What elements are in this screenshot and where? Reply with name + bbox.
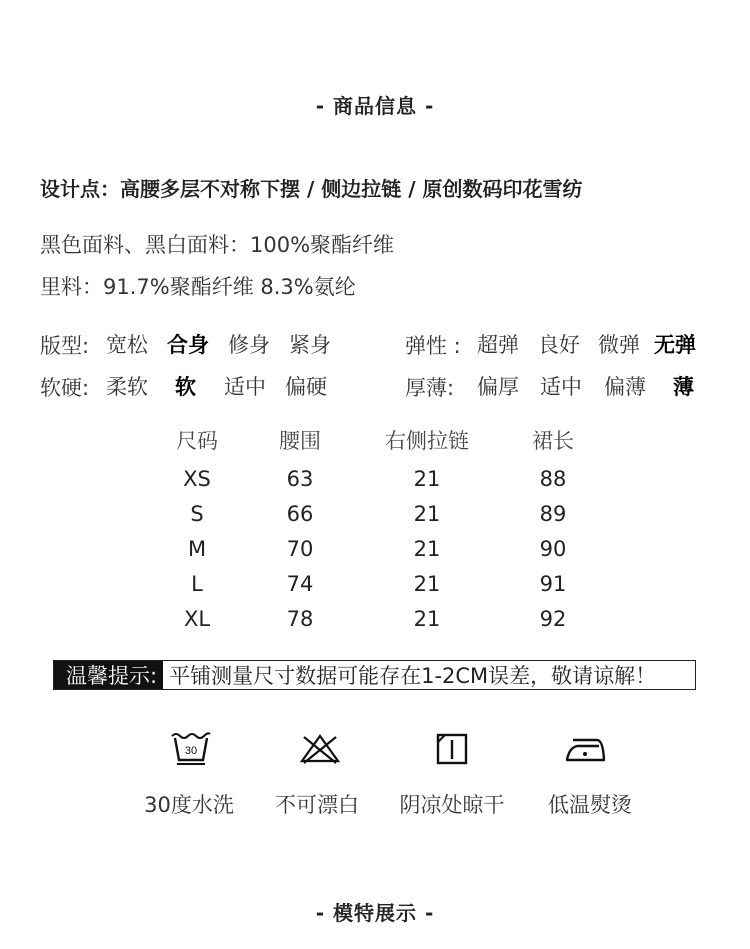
design-point: 设计点：高腰多层不对称下摆 / 侧边拉链 / 原创数码印花雪纺	[40, 177, 583, 201]
softness-label: 软硬:	[40, 376, 90, 400]
shade-dry-icon	[435, 732, 469, 766]
product-info-title: - 商品信息 -	[315, 94, 435, 118]
zipper-cell: 21	[413, 467, 441, 491]
thickness-option: 偏厚	[477, 375, 519, 399]
elasticity-option-selected: 无弹	[654, 333, 696, 357]
fit-option-selected: 合身	[167, 333, 209, 357]
size-cell: S	[190, 502, 204, 526]
elasticity-label: 弹性 :	[405, 334, 461, 358]
thickness-label: 厚薄:	[405, 376, 455, 400]
waist-cell: 74	[286, 572, 314, 596]
thickness-option: 适中	[540, 375, 582, 399]
model-display-title: - 模特展示 -	[315, 901, 435, 925]
waist-cell: 66	[286, 502, 314, 526]
zipper-cell: 21	[413, 502, 441, 526]
elasticity-option: 超弹	[477, 333, 519, 357]
iron-low-icon	[563, 734, 609, 764]
fit-option: 修身	[228, 333, 270, 357]
column-header-size: 尺码	[176, 429, 218, 453]
no-bleach-icon	[298, 733, 342, 765]
thickness-option-selected: 薄	[673, 375, 694, 399]
lining-composition: 里料：91.7%聚酯纤维 8.3%氨纶	[40, 275, 356, 299]
length-cell: 89	[539, 502, 567, 526]
size-cell: XS	[183, 467, 211, 491]
elasticity-option: 良好	[538, 333, 580, 357]
softness-option: 偏硬	[285, 375, 327, 399]
waist-cell: 70	[286, 537, 314, 561]
column-header-zipper: 右侧拉链	[385, 429, 469, 453]
length-cell: 88	[539, 467, 567, 491]
notice-text: 平铺测量尺寸数据可能存在1-2CM误差，敬请谅解！	[169, 664, 657, 688]
zipper-cell: 21	[413, 607, 441, 631]
fit-label: 版型:	[40, 334, 90, 358]
waist-cell: 63	[286, 467, 314, 491]
column-header-waist: 腰围	[279, 429, 321, 453]
notice-label: 温馨提示:	[54, 661, 163, 689]
length-cell: 90	[539, 537, 567, 561]
size-cell: L	[191, 572, 203, 596]
care-label-wash: 30度水洗	[144, 793, 234, 817]
zipper-cell: 21	[413, 572, 441, 596]
care-label-shade-dry: 阴凉处晾干	[399, 793, 505, 817]
waist-cell: 78	[286, 607, 314, 631]
softness-option: 柔软	[106, 375, 148, 399]
zipper-cell: 21	[413, 537, 441, 561]
fit-option: 紧身	[289, 333, 331, 357]
measurement-notice	[53, 660, 696, 690]
column-header-length: 裙长	[532, 429, 574, 453]
fabric-composition: 黑色面料、黑白面料：100%聚酯纤维	[40, 233, 395, 257]
length-cell: 92	[539, 607, 567, 631]
wash-30-icon	[170, 730, 212, 766]
fit-option: 宽松	[106, 333, 148, 357]
length-cell: 91	[539, 572, 567, 596]
thickness-option: 偏薄	[604, 375, 646, 399]
wash-temp-badge: 30	[184, 745, 198, 757]
size-cell: M	[187, 537, 207, 561]
elasticity-option: 微弹	[598, 333, 640, 357]
size-cell: XL	[183, 607, 211, 631]
softness-option-selected: 软	[175, 375, 196, 399]
care-label-no-bleach: 不可漂白	[275, 793, 359, 817]
softness-option: 适中	[224, 375, 266, 399]
care-label-iron: 低温熨烫	[548, 793, 632, 817]
